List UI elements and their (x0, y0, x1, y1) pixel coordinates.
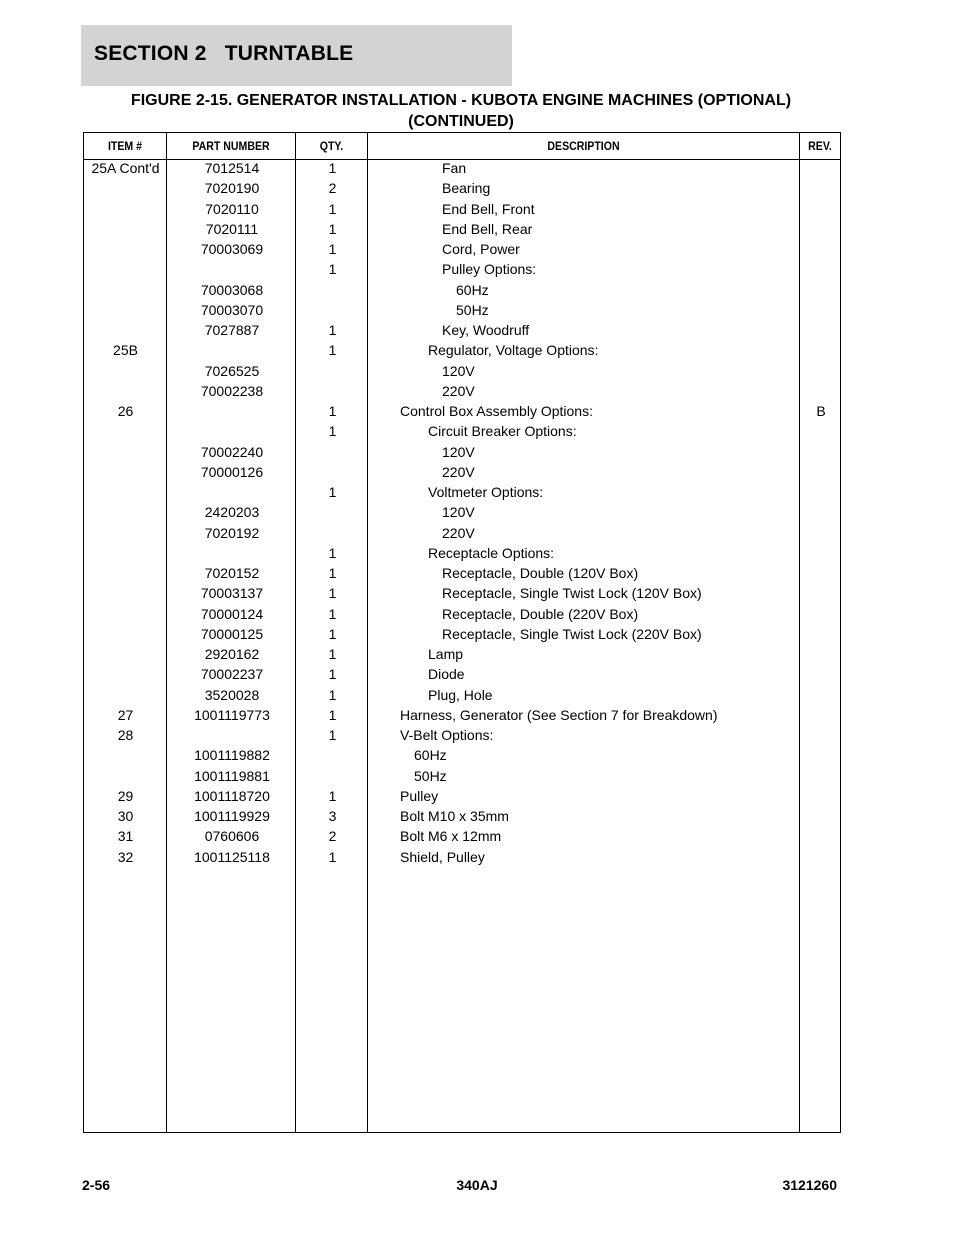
part-number-cell: 1001119929 (194, 808, 270, 824)
header-rev: REV. (808, 139, 832, 153)
description-cell: Pulley Options: (442, 261, 537, 278)
quantity-cell: 1 (328, 484, 337, 500)
table-row (84, 828, 840, 848)
table-row (84, 585, 840, 605)
description-cell: Bearing (442, 180, 491, 197)
table-row (84, 727, 840, 747)
table-row (84, 626, 840, 646)
item-number-cell: 30 (117, 808, 134, 824)
description-cell: 60Hz (456, 281, 489, 298)
quantity-cell: 1 (328, 848, 337, 865)
table-row (84, 261, 840, 281)
description-cell: 220V (442, 463, 475, 480)
table-row (84, 747, 840, 767)
table-row (84, 565, 840, 585)
table-row (84, 646, 840, 666)
description-cell: Harness, Generator (See Section 7 for Breakdown) (400, 706, 718, 723)
table-row (84, 241, 840, 261)
description-cell: Plug, Hole (428, 686, 493, 703)
table-row (84, 383, 840, 403)
table-body (84, 160, 840, 869)
item-number-cell: 25B (113, 342, 138, 359)
description-cell: Key, Woodruff (442, 322, 530, 338)
description-cell: 120V (442, 362, 475, 379)
part-number-cell: 70000125 (200, 625, 264, 642)
table-row (84, 788, 840, 808)
model-name: 340AJ (456, 1177, 498, 1193)
part-number-cell: 70003070 (200, 301, 264, 318)
description-cell: Pulley (400, 787, 439, 804)
table-row (84, 849, 840, 869)
part-number-cell: 7020190 (204, 180, 260, 197)
quantity-cell: 1 (328, 686, 337, 703)
table-row (84, 606, 840, 626)
quantity-cell: 1 (328, 261, 337, 278)
table-row (84, 322, 840, 342)
table-row (84, 201, 840, 221)
part-number-cell: 70002240 (200, 443, 264, 460)
description-cell: End Bell, Rear (442, 220, 533, 237)
quantity-cell: 1 (328, 565, 337, 581)
part-number-cell: 70003069 (200, 241, 264, 257)
item-number-cell: 28 (117, 727, 134, 743)
part-number-cell: 2420203 (204, 504, 260, 521)
description-cell: Receptacle, Single Twist Lock (220V Box) (442, 625, 702, 642)
quantity-cell: 1 (328, 625, 337, 642)
part-number-cell: 70002238 (200, 382, 264, 399)
figure-title: FIGURE 2-15. GENERATOR INSTALLATION - KUBOTA ENGINE MACHINES (OPTIONAL) (130, 92, 792, 109)
table-row (84, 342, 840, 362)
part-number-cell: 7020152 (204, 565, 260, 581)
part-number-cell: 7027887 (204, 322, 260, 338)
quantity-cell: 1 (328, 706, 337, 723)
table-row (84, 687, 840, 707)
table-row (84, 282, 840, 302)
table-row (84, 302, 840, 322)
part-number-cell: 1001119882 (194, 747, 270, 764)
page-number: 2-56 (82, 1177, 111, 1193)
part-number-cell: 1001118720 (194, 787, 270, 804)
item-number-cell: 27 (117, 706, 134, 723)
description-cell: Fan (442, 160, 467, 176)
quantity-cell: 3 (328, 808, 337, 824)
part-number-cell: 1001119773 (194, 706, 270, 723)
quantity-cell: 1 (328, 322, 337, 338)
item-number-cell: 32 (117, 848, 134, 865)
part-number-cell: 70000124 (200, 605, 264, 622)
description-cell: Cord, Power (442, 241, 520, 257)
quantity-cell: 1 (328, 787, 337, 804)
description-cell: Receptacle Options: (428, 544, 555, 561)
quantity-cell: 1 (328, 403, 337, 419)
quantity-cell: 1 (328, 342, 337, 359)
part-number-cell: 7026525 (204, 362, 260, 379)
table-row (84, 423, 840, 443)
table-row (84, 363, 840, 383)
quantity-cell: 1 (328, 200, 337, 217)
table-row (84, 484, 840, 504)
description-cell: End Bell, Front (442, 200, 535, 217)
header-item: ITEM # (107, 139, 143, 153)
table-row (84, 403, 840, 423)
description-cell: Regulator, Voltage Options: (428, 342, 599, 359)
parts-table (83, 132, 841, 1133)
quantity-cell: 1 (328, 160, 337, 176)
item-number-cell: 31 (117, 828, 134, 845)
description-cell: Bolt M6 x 12mm (400, 828, 502, 845)
quantity-cell: 1 (328, 220, 337, 237)
section-title: SECTION 2 TURNTABLE (94, 42, 354, 65)
quantity-cell: 1 (328, 544, 337, 561)
part-number-cell: 3520028 (204, 686, 260, 703)
part-number-cell: 70003068 (200, 281, 264, 298)
quantity-cell: 1 (328, 423, 337, 440)
header-description: DESCRIPTION (547, 139, 620, 153)
description-cell: Diode (428, 666, 465, 683)
description-cell: Circuit Breaker Options: (428, 423, 577, 440)
description-cell: Receptacle, Double (220V Box) (442, 605, 639, 622)
quantity-cell: 2 (328, 828, 337, 845)
quantity-cell: 1 (328, 727, 337, 743)
section-header (81, 25, 512, 86)
table-row (84, 707, 840, 727)
table-row (84, 444, 840, 464)
quantity-cell: 1 (328, 241, 337, 257)
table-row (84, 464, 840, 484)
description-cell: Receptacle, Single Twist Lock (120V Box) (442, 585, 702, 602)
part-number-cell: 7020192 (204, 524, 260, 541)
description-cell: Bolt M10 x 35mm (400, 808, 509, 824)
description-cell: 50Hz (456, 301, 489, 318)
description-cell: Control Box Assembly Options: (400, 403, 593, 419)
part-number-cell: 7020110 (205, 200, 259, 217)
description-cell: Receptacle, Double (120V Box) (442, 565, 639, 581)
table-row (84, 160, 840, 180)
table-row (84, 504, 840, 524)
header-qty: QTY. (319, 139, 344, 153)
part-number-cell: 70000126 (200, 463, 264, 480)
part-number-cell: 1001119881 (194, 767, 270, 784)
part-number-cell: 7020111 (205, 220, 259, 237)
description-cell: 120V (442, 443, 475, 460)
quantity-cell: 2 (328, 180, 337, 197)
quantity-cell: 1 (328, 666, 337, 683)
table-row (84, 768, 840, 788)
table-row (84, 221, 840, 241)
part-number-cell: 0760606 (204, 828, 260, 845)
item-number-cell: 29 (117, 787, 134, 804)
description-cell: Shield, Pulley (400, 848, 485, 865)
description-cell: 220V (442, 524, 475, 541)
table-row (84, 180, 840, 200)
table-row (84, 545, 840, 565)
header-part-number: PART NUMBER (192, 139, 270, 153)
part-number-cell: 70002237 (200, 666, 264, 683)
description-cell: 60Hz (414, 747, 447, 764)
part-number-cell: 2920162 (204, 646, 260, 662)
document-number: 3121260 (782, 1177, 837, 1193)
item-number-cell: 26 (117, 403, 134, 419)
item-number-cell: 25A Cont'd (91, 160, 160, 176)
quantity-cell: 1 (328, 605, 337, 622)
description-cell: 220V (442, 382, 475, 399)
description-cell: 50Hz (414, 767, 447, 784)
table-row (84, 666, 840, 686)
table-row (84, 525, 840, 545)
quantity-cell: 1 (328, 585, 337, 602)
part-number-cell: 7012514 (204, 160, 260, 176)
figure-title-continued: (CONTINUED) (408, 113, 514, 130)
description-cell: Voltmeter Options: (428, 484, 544, 500)
quantity-cell: 1 (328, 646, 337, 662)
description-cell: V-Belt Options: (400, 727, 494, 743)
description-cell: Lamp (428, 646, 464, 662)
part-number-cell: 70003137 (200, 585, 264, 602)
description-cell: 120V (442, 504, 475, 521)
part-number-cell: 1001125118 (194, 848, 270, 865)
table-row (84, 808, 840, 828)
revision-cell: B (816, 403, 826, 419)
